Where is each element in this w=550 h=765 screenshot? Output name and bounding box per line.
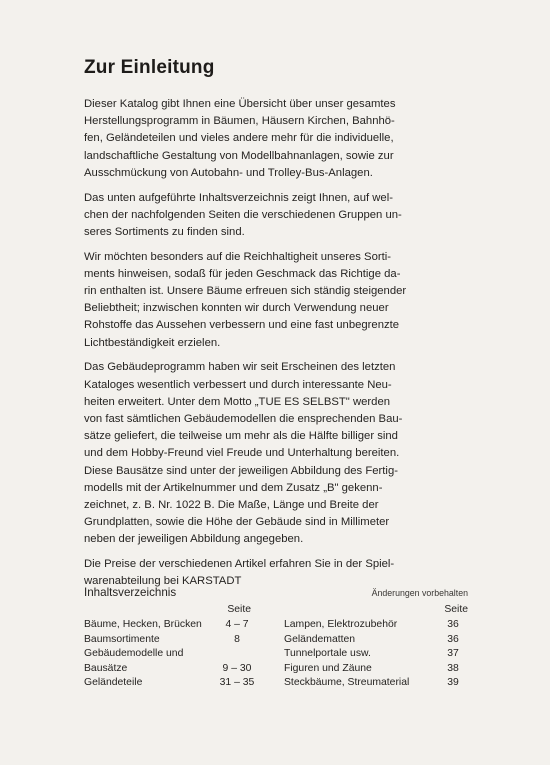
intro-paragraph — [84, 190, 468, 242]
paragraph-line: Diese Bausätze sind unter der jeweiligen Abbildung des Fertig- — [84, 464, 398, 477]
toc-entry-page: 36 — [447, 633, 459, 645]
table-of-contents — [84, 586, 468, 688]
paragraph-line: Wir möchten besonders auf die Reichhaltigheit unseres Sorti- — [84, 250, 392, 263]
paragraph-line: Dieser Katalog gibt Ihnen eine Übersicht über unser gesamtes — [84, 98, 396, 110]
toc-entry — [284, 633, 468, 648]
toc-entry-page: 38 — [447, 662, 459, 674]
paragraph-line: Herstellungsprogramm in Bäumen, Häusern Kirchen, Bahnhö- — [84, 115, 395, 128]
paragraph-line: zeichnet, z. B. Nr. 1022 B. Die Maße, Länge und Breite der — [84, 498, 379, 511]
paragraph-line: seres Sortiments zu finden sind. — [84, 225, 245, 238]
intro-text — [84, 96, 468, 598]
paragraph-line: chen der nachfolgenden Seiten die verschiedenen Gruppen un- — [84, 208, 402, 221]
toc-entry — [284, 618, 468, 633]
paragraph-line: heiten erweitert. Unter dem Motto „TUE ES SELBST" werden — [84, 395, 391, 408]
toc-entry — [84, 676, 260, 691]
paragraph-line: Rohstoffe das Aussehen verbessern und eine fast unbegrenzte — [84, 319, 400, 332]
toc-page-header: Seite — [227, 604, 251, 615]
paragraph-line: modells mit der Artikelnummer und dem Zusatz „B" gekenn- — [84, 481, 383, 494]
toc-entry-page: 8 — [234, 633, 240, 645]
toc-entry-label: Tunnelportale usw. — [284, 648, 371, 659]
toc-entry-label: Bausätze — [84, 662, 128, 674]
toc-entry — [284, 647, 468, 662]
paragraph-line: Ausschmückung von Autobahn- und Trolley-Bus-Anlagen. — [84, 166, 373, 179]
intro-paragraph — [84, 96, 468, 182]
toc-entry — [84, 618, 260, 633]
toc-entry-page: 39 — [447, 677, 459, 688]
toc-entry-label: Lampen, Elektrozubehör — [284, 619, 398, 630]
paragraph-line: Lichtbeständigkeit erzielen. — [84, 336, 221, 349]
intro-paragraph — [84, 359, 468, 548]
page-title: Zur Einleitung — [84, 57, 215, 78]
paragraph-line: Grundplatten, sowie die Höhe der Gebäude sind in Millimeter — [84, 516, 390, 529]
toc-entry-label: Bäume, Hecken, Brücken — [84, 619, 202, 630]
toc-entry — [284, 676, 468, 691]
paragraph-line: Die Preise der verschiedenen Artikel erfahren Sie in der Spiel- — [84, 558, 395, 571]
paragraph-line: Das Gebäudeprogramm haben wir seit Erscheinen des letzten — [84, 361, 396, 374]
toc-note: Änderungen vorbehalten — [371, 588, 468, 598]
toc-entry-label: Steckbäume, Streumaterial — [284, 677, 410, 688]
toc-entry-page: 31 – 35 — [219, 677, 255, 688]
intro-paragraph — [84, 249, 468, 352]
toc-entry-label: Baumsortimente — [84, 633, 160, 645]
paragraph-line: warenabteilung bei KARSTADT — [84, 575, 242, 588]
paragraph-line: landschaftliche Gestaltung von Modellbahnanlagen, sowie zur — [84, 149, 394, 162]
paragraph-line: neben der jeweiligen Abbildung angegeben. — [84, 533, 304, 546]
toc-entry-label: Geländeteile — [84, 677, 143, 688]
toc-entry — [284, 662, 468, 677]
toc-entry-page: 37 — [447, 648, 459, 659]
paragraph-line: und dem Hobby-Freund viel Freude und Unterhaltung bereiten. — [84, 447, 400, 460]
paragraph-line: rin enthalten ist. Unsere Bäume erfreuen sich ständig steigender — [84, 285, 407, 298]
paragraph-line: Das unten aufgeführte Inhaltsverzeichnis zeigt Ihnen, auf wel- — [84, 191, 393, 204]
toc-entry-label: Gebäudemodelle und — [84, 648, 184, 659]
toc-entry-page: 36 — [447, 619, 459, 630]
paragraph-line: Beliebtheit; inzwischen konnten wir durch Verwendung neuer — [84, 302, 389, 315]
paragraph-line: von fast sämtlichen Gebäudemodellen die ensprechenden Bau- — [84, 412, 403, 425]
toc-left-column — [84, 602, 260, 691]
toc-page-header: Seite — [444, 604, 468, 615]
toc-entry-page: 4 – 7 — [225, 619, 249, 630]
toc-entry-page: 9 – 30 — [222, 662, 252, 674]
paragraph-line: fen, Geländeteilen und vieles andere mehr für die individuelle, — [84, 132, 394, 145]
paragraph-line: Kataloges wesentlich verbessert und durch interessante Neu- — [84, 378, 392, 391]
toc-entry — [84, 662, 260, 677]
paragraph-line: ments hinweisen, sodaß für jeden Geschmack das Richtige da- — [84, 267, 401, 280]
toc-entry-label: Figuren und Zäune — [284, 662, 372, 674]
toc-title: Inhaltsverzeichnis — [84, 586, 177, 599]
toc-entry — [84, 633, 260, 648]
toc-entry — [84, 647, 260, 662]
toc-right-column — [284, 602, 468, 691]
paragraph-line: sätze geliefert, die teilweise um mehr als die Hälfte billiger sind — [84, 430, 398, 443]
toc-entry-label: Geländematten — [284, 633, 356, 645]
